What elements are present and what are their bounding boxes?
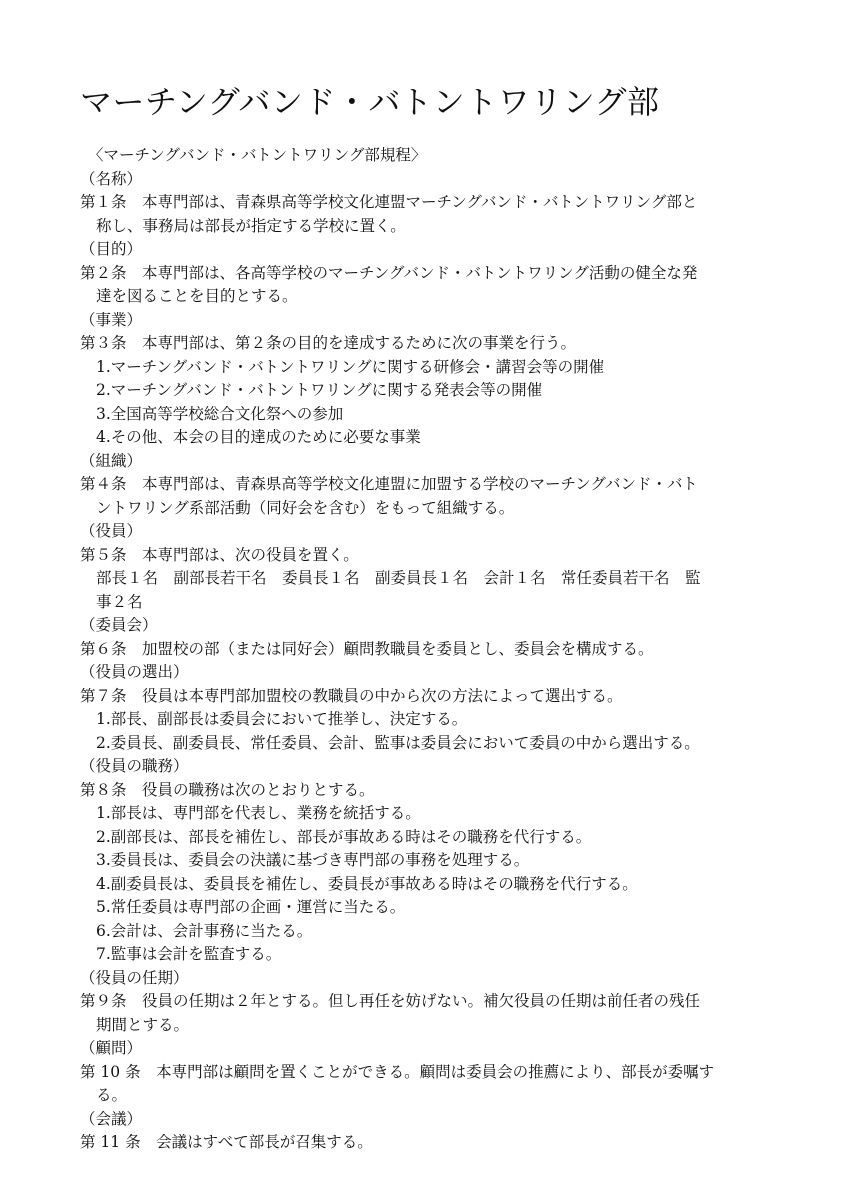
heading-duties: （役員の職務）: [80, 757, 189, 775]
article-10-line-1: 第 10 条 本専門部は顧問を置くことができる。顧問は委員会の推薦により、部長が委嘱す: [80, 1062, 715, 1081]
heading-term: （役員の任期）: [80, 968, 189, 987]
article-9-line-2: 期間とする。: [96, 1015, 190, 1034]
article-8-item-3: 3.委員長は、委員会の決議に基づき専門部の事務を処理する。: [96, 851, 530, 869]
heading-advisor: （顧問）: [80, 1039, 143, 1057]
article-8-item-4: 4.副委員長は、委員長を補佐し、委員長が事故ある時はその職務を代行する。: [96, 874, 638, 893]
article-3-item-3: 3.全国高等学校総合文化祭への参加: [96, 404, 344, 423]
article-8-item-7: 7.監事は会計を監査する。: [96, 945, 282, 963]
article-8-item-5: 5.常任委員は専門部の企画・運営に当たる。: [96, 898, 406, 916]
article-8-item-2: 2.副部長は、部長を補佐し、部長が事故ある時はその職務を代行する。: [96, 827, 592, 846]
article-3-item-1: 1.マーチングバンド・バトントワリングに関する研修会・講習会等の開催: [96, 357, 605, 376]
article-1-line-2: 称し、事務局は部長が指定する学校に置く。: [96, 216, 406, 235]
article-1-line-1: 第１条 本専門部は、青森県高等学校文化連盟マーチングバンド・バトントワリング部と: [80, 193, 698, 211]
article-11-line-1: 第 11 条 会議はすべて部長が召集する。: [80, 1133, 373, 1151]
article-5-line-3: 事２名: [96, 592, 143, 611]
article-7-line-1: 第７条 役員は本専門部加盟校の教職員の中から次の方法によって選出する。: [80, 686, 623, 705]
regulation-body: [80, 144, 780, 1155]
article-8-line-1: 第８条 役員の職務は次のとおりとする。: [80, 780, 375, 799]
article-8-item-1: 1.部長は、専門部を代表し、業務を統括する。: [96, 804, 421, 822]
article-7-item-1: 1.部長、副部長は委員会において推挙し、決定する。: [96, 710, 468, 728]
article-3-item-2: 2.マーチングバンド・バトントワリングに関する発表会等の開催: [96, 381, 543, 399]
article-8-item-6: 6.会計は、会計事務に当たる。: [96, 921, 313, 940]
article-3-item-4: 4.その他、本会の目的達成のために必要な事業: [96, 428, 421, 446]
article-3-line-1: 第３条 本専門部は、第２条の目的を達成するために次の事業を行う。: [80, 334, 577, 352]
heading-officers: （役員）: [80, 522, 143, 540]
article-9-line-1: 第９条 役員の任期は２年とする。但し再任を妨げない。補欠役員の任期は前任者の残任: [80, 992, 701, 1010]
heading-purpose: （目的）: [80, 240, 143, 258]
article-4-line-2: ントワリング系部活動（同好会を含む）をもって組織する。: [96, 498, 515, 517]
heading-business: （事業）: [80, 310, 143, 329]
article-4-line-1: 第４条 本専門部は、青森県高等学校文化連盟に加盟する学校のマーチングバンド・バト: [80, 475, 698, 493]
article-2-line-2: 達を図ることを目的とする。: [96, 287, 298, 305]
article-10-line-2: る。: [96, 1086, 128, 1104]
article-7-item-2: 2.委員長、副委員長、常任委員、会計、監事は委員会において委員の中から選出する。: [96, 733, 700, 752]
heading-name: （名称）: [80, 169, 143, 188]
article-2-line-1: 第２条 本専門部は、各高等学校のマーチングバンド・バトントワリング活動の健全な発: [80, 263, 698, 282]
heading-election: （役員の選出）: [80, 663, 189, 681]
heading-meeting: （会議）: [80, 1109, 143, 1128]
rules-name: 〈マーチングバンド・バトントワリング部規程〉: [88, 146, 427, 164]
heading-committee: （委員会）: [80, 616, 158, 634]
article-5-line-2: 部長１名 副部長若干名 委員長１名 副委員長１名 会計１名 常任委員若干名 監: [96, 569, 701, 587]
article-5-line-1: 第５条 本専門部は、次の役員を置く。: [80, 545, 359, 564]
article-6-line-1: 第６条 加盟校の部（または同好会）顧問教職員を委員とし、委員会を構成する。: [80, 639, 654, 658]
heading-org: （組織）: [80, 451, 143, 470]
page-title: マーチングバンド・バトントワリング部: [80, 83, 660, 121]
